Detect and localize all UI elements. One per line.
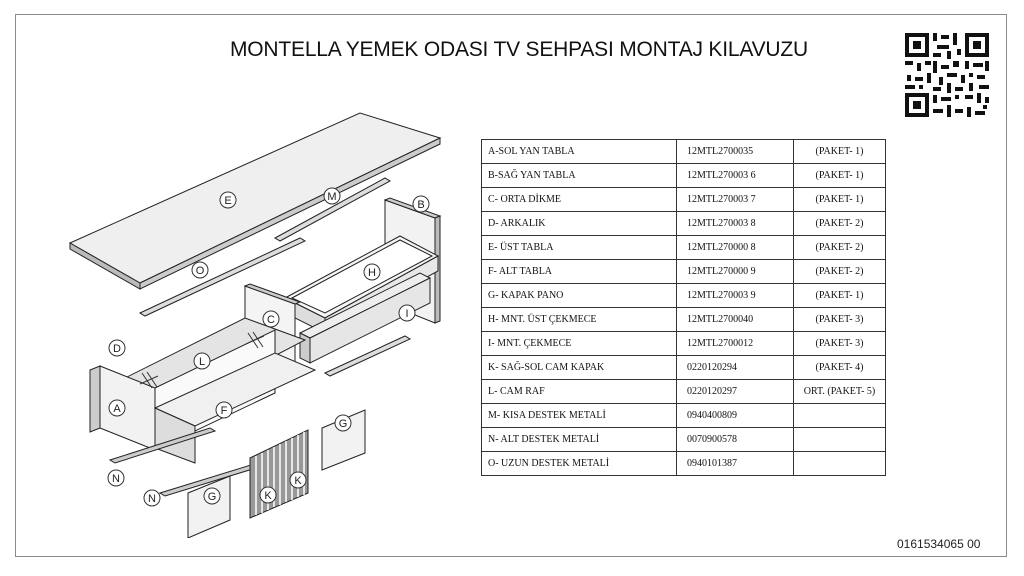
parts-row [482,404,886,428]
label-n-left: N [112,473,120,485]
parts-row [482,308,886,332]
label-m: M [327,191,337,203]
part-name-cell: I- MNT. ÇEKMECE [482,332,677,356]
part-code-cell: 12MTL270003 7 [677,188,794,212]
assembly-diagram [60,108,480,538]
part-name-cell: D- ARKALIK [482,212,677,236]
part-name-cell: B-SAĞ YAN TABLA [482,164,677,188]
part-code-cell: 12MTL270003 8 [677,212,794,236]
label-o: O [195,265,205,277]
label-a: A [113,403,121,415]
part-package-cell: ORT. (PAKET- 5) [794,380,886,404]
label-k-right: K [294,475,302,487]
part-code-cell: 12MTL2700035 [677,140,794,164]
part-code-cell: 12MTL2700012 [677,332,794,356]
label-h: H [368,267,376,279]
parts-row [482,260,886,284]
part-name-cell: C- ORTA DİKME [482,188,677,212]
parts-row [482,164,886,188]
parts-row [482,140,886,164]
label-k-left: K [264,490,272,502]
part-package-cell [794,428,886,452]
parts-row [482,332,886,356]
part-package-cell: (PAKET- 2) [794,212,886,236]
part-package-cell: (PAKET- 1) [794,284,886,308]
part-name-cell: N- ALT DESTEK METALİ [482,428,677,452]
part-package-cell [794,404,886,428]
parts-row [482,380,886,404]
part-package-cell: (PAKET- 1) [794,164,886,188]
part-package-cell [794,452,886,476]
part-name-cell: M- KISA DESTEK METALİ [482,404,677,428]
parts-list-table [481,139,886,476]
part-code-cell: 0220120294 [677,356,794,380]
part-name-cell: H- MNT. ÜST ÇEKMECE [482,308,677,332]
label-g-right: G [338,418,348,430]
part-name-cell: A-SOL YAN TABLA [482,140,677,164]
part-name-cell: K- SAĞ-SOL CAM KAPAK [482,356,677,380]
part-name-cell: L- CAM RAF [482,380,677,404]
parts-row [482,428,886,452]
parts-row [482,212,886,236]
page-title: MONTELLA YEMEK ODASI TV SEHPASI MONTAJ KILAVUZU [230,38,808,61]
part-name-cell: G- KAPAK PANO [482,284,677,308]
label-n-bottom: N [148,493,156,505]
label-c: C [267,314,275,326]
label-i: I [405,308,409,320]
part-name-cell: F- ALT TABLA [482,260,677,284]
label-e: E [224,195,232,207]
part-code-cell: 0940101387 [677,452,794,476]
label-l: L [198,356,206,368]
part-name-cell: E- ÜST TABLA [482,236,677,260]
parts-row [482,356,886,380]
part-package-cell: (PAKET- 3) [794,308,886,332]
part-code-cell: 12MTL270000 9 [677,260,794,284]
part-package-cell: (PAKET- 2) [794,236,886,260]
parts-row [482,452,886,476]
parts-row [482,188,886,212]
part-package-cell: (PAKET- 4) [794,356,886,380]
part-code-cell: 0940400809 [677,404,794,428]
part-code-cell: 0070900578 [677,428,794,452]
part-name-cell: O- UZUN DESTEK METALİ [482,452,677,476]
parts-row [482,236,886,260]
part-package-cell: (PAKET- 3) [794,332,886,356]
label-d: D [113,343,121,355]
document-number: 0161534065 00 [897,537,981,551]
part-package-cell: (PAKET- 1) [794,140,886,164]
part-code-cell: 12MTL2700040 [677,308,794,332]
part-package-cell: (PAKET- 2) [794,260,886,284]
qr-code-icon [903,31,991,119]
part-code-cell: 0220120297 [677,380,794,404]
part-code-cell: 12MTL270003 6 [677,164,794,188]
label-f: F [220,405,228,417]
label-b: B [417,199,425,211]
label-g-left: G [207,491,217,503]
part-code-cell: 12MTL270000 8 [677,236,794,260]
part-package-cell: (PAKET- 1) [794,188,886,212]
part-code-cell: 12MTL270003 9 [677,284,794,308]
parts-row [482,284,886,308]
